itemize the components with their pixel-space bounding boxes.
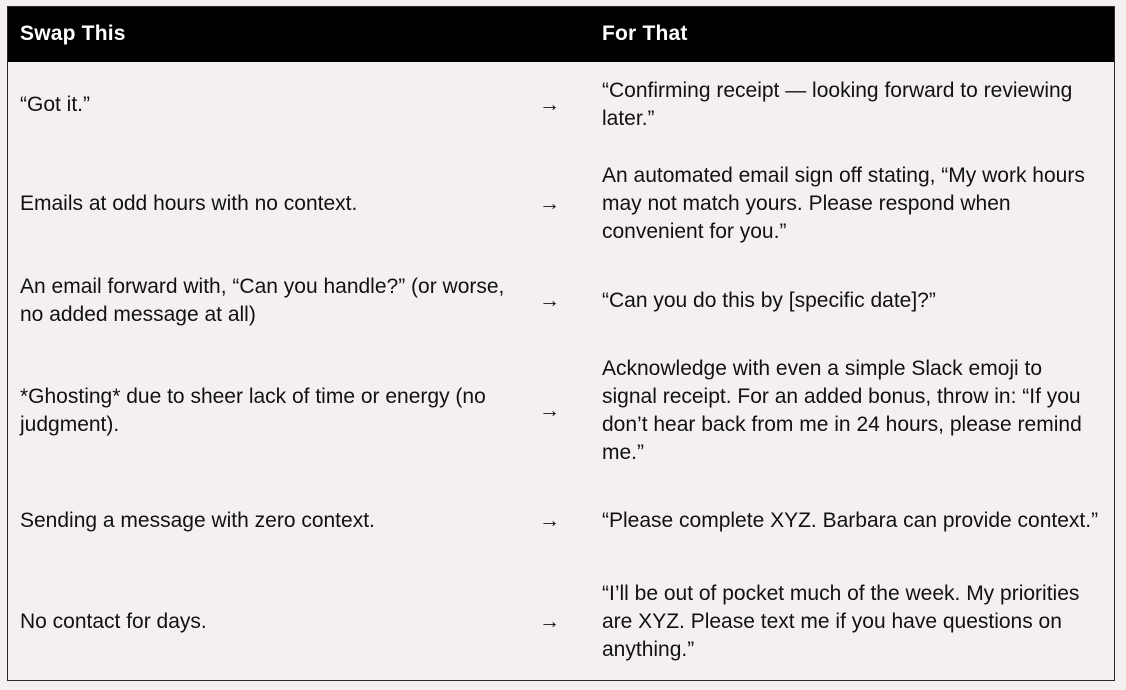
swap-cell: Sending a message with zero context.: [20, 509, 375, 532]
swap-table: [7, 6, 1115, 681]
for-cell: Acknowledge with even a simple Slack emoji to signal receipt. For an added bonus, throw in: “If you don’t hear back from me in 24 hours, please remind me.”: [602, 356, 1082, 464]
table-header: [8, 7, 1114, 62]
arrow-icon: →: [539, 398, 560, 422]
swap-cell: “Got it.”: [20, 93, 91, 116]
for-cell: “Please complete XYZ. Barbara can provide context.”: [602, 509, 1099, 532]
arrow-icon: →: [539, 609, 560, 633]
table-row: [8, 62, 1114, 148]
arrow-icon: →: [539, 93, 560, 116]
header-swap-this: Swap This: [20, 22, 126, 45]
arrow-icon: →: [539, 289, 560, 312]
table-row: [8, 343, 1114, 478]
table-row: [8, 148, 1114, 259]
for-cell: “Confirming receipt — looking forward to reviewing later.”: [602, 79, 1073, 130]
for-cell: “I’ll be out of pocket much of the week. My priorities are XYZ. Please text me if you have questions on anything.”: [602, 581, 1080, 661]
swap-cell: No contact for days.: [20, 609, 207, 633]
table-row: [8, 564, 1114, 679]
swap-cell: Emails at odd hours with no context.: [20, 191, 358, 215]
swap-cell: An email forward with, “Can you handle?” (or worse, no added message at all): [20, 275, 505, 326]
for-cell: “Can you do this by [specific date]?”: [602, 289, 936, 312]
table-row: [8, 259, 1114, 343]
for-cell: An automated email sign off stating, “My work hours may not match yours. Please respond when convenient for you.”: [602, 163, 1085, 243]
arrow-icon: →: [539, 509, 560, 532]
header-for-that: For That: [602, 22, 688, 45]
table-row: [8, 478, 1114, 564]
swap-cell: *Ghosting* due to sheer lack of time or energy (no judgment).: [20, 384, 486, 436]
arrow-icon: →: [539, 191, 560, 215]
